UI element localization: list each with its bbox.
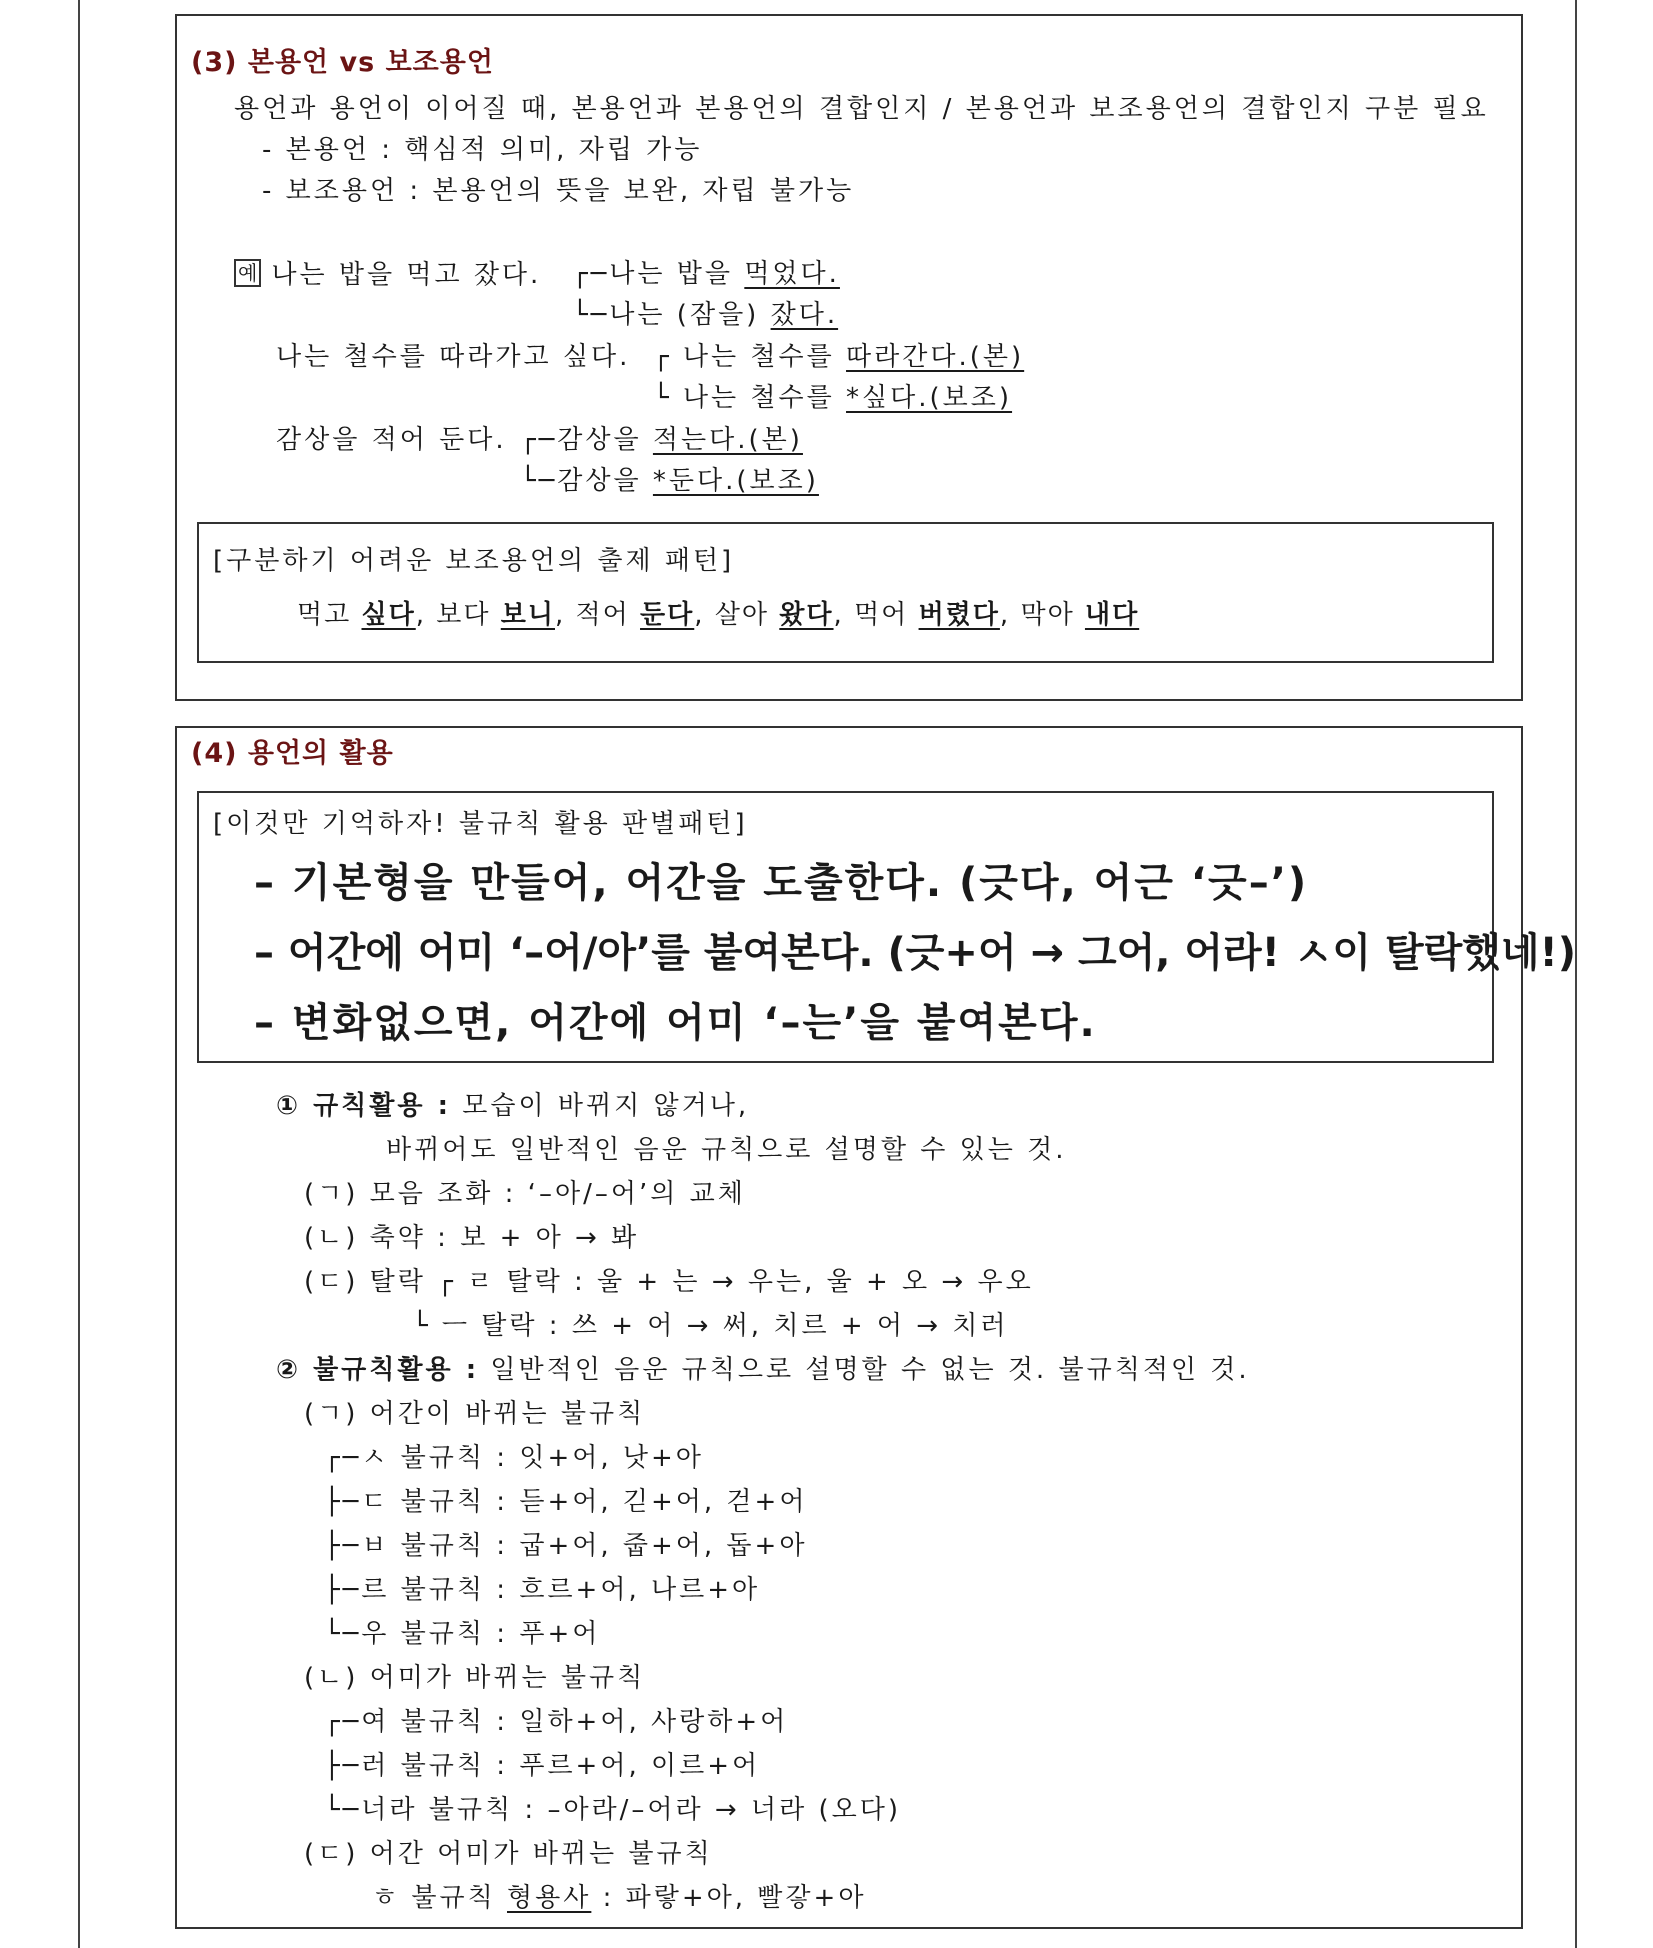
auxiliary-pattern-box	[197, 522, 1494, 663]
regular-deletion-2: └ ㅡ 탈락 : 쓰 + 어 → 써, 치르 + 어 → 치러	[412, 1311, 1009, 1341]
pattern-main-verb: 보다	[436, 600, 501, 630]
ending-item-2: ├─러 불규칙 : 푸르+어, 이르+어	[324, 1751, 761, 1781]
page-left-rule	[78, 0, 80, 1948]
example-3-sentence: 감상을 적어 둔다.	[276, 425, 507, 455]
stem-item-4: ├─르 불규칙 : 흐르+어, 나르+아	[324, 1575, 761, 1605]
definition-auxiliary-verb: - 보조용언 : 본용언의 뜻을 보완, 자립 불가능	[262, 176, 855, 206]
example-2-sentence: 나는 철수를 따라가고 싶다.	[276, 342, 631, 372]
pattern-auxiliary-verb: 내다	[1084, 600, 1140, 630]
definition-main-verb: - 본용언 : 핵심적 의미, 자립 가능	[262, 135, 703, 165]
regular-vowel-harmony: (ㄱ) 모음 조화 : ‘–아/–어’의 교체	[304, 1179, 746, 1209]
example-3-branch-1: ┌─감상을 적는다.(본)	[520, 425, 803, 455]
ending-item-3: └─너라 불규칙 : –아라/–어라 → 너라 (오다)	[324, 1795, 901, 1825]
irregular-label: ② 불규칙활용 :	[276, 1355, 480, 1385]
pattern-auxiliary-verb: 보니	[500, 600, 555, 630]
pattern-auxiliary-verb: 왔다	[779, 600, 834, 630]
section3-title: (3) 본용언 vs 보조용언	[191, 47, 494, 78]
regular-contraction: (ㄴ) 축약 : 보 + 아 → 봐	[304, 1223, 640, 1253]
stem-item-5: └─우 불규칙 : 푸+어	[324, 1619, 601, 1649]
pattern-main-verb: 먹고	[297, 600, 362, 630]
stem-item-3: ├─ㅂ 불규칙 : 굽+어, 줍+어, 돕+아	[324, 1531, 808, 1561]
regular-desc-2: 바뀌어도 일반적인 음운 규칙으로 설명할 수 있는 것.	[386, 1135, 1067, 1165]
stem-item-2: ├─ㄷ 불규칙 : 듣+어, 긷+어, 걷+어	[324, 1487, 808, 1517]
pattern-main-verb: 먹어	[854, 600, 919, 630]
irregular-pattern-box	[197, 791, 1577, 1063]
example-2-branch-1: ┌ 나는 철수를 따라간다.(본)	[653, 342, 1025, 372]
example-1-branch-1: ┌─나는 밥을 먹었다.	[572, 259, 840, 289]
section3-intro: 용언과 용언이 이어질 때, 본용언과 본용언의 결합인지 / 본용언과 보조용언의 결합인지 구분 필요	[234, 94, 1489, 124]
both-item: ㅎ 불규칙 형용사 : 파랗+아, 빨갛+아	[372, 1883, 867, 1913]
example-badge: 예	[234, 259, 261, 287]
example-2-branch-2: └ 나는 철수를 *싶다.(보조)	[653, 383, 1013, 413]
example-1-sentence: 예 나는 밥을 먹고 잤다.	[234, 259, 541, 291]
example-1-branch-2: └─나는 (잠을) 잤다.	[572, 300, 839, 330]
ending-item-1: ┌─여 불규칙 : 일하+어, 사랑하+어	[324, 1707, 789, 1737]
pattern-main-verb: 살아	[714, 600, 780, 630]
section-main-vs-auxiliary	[175, 14, 1523, 701]
pattern-main-verb: 막아	[1020, 600, 1085, 630]
irregular-step-2: – 어간에 어미 ‘–어/아’를 붙여본다. (긋+어 → 그어, 어라! ㅅ이 탈락했네!)	[254, 930, 1577, 976]
pattern-list: 먹고 싶다, 보다 보니, 적어 둔다, 살아 왔다, 먹어 버렸다, 막아 내다	[297, 600, 1140, 630]
pattern-auxiliary-verb: 버렸다	[918, 600, 1000, 630]
irregular-step-1: – 기본형을 만들어, 어간을 도출한다. (긋다, 어근 ‘긋–’)	[254, 860, 1309, 906]
section4-title: (4) 용언의 활용	[191, 738, 394, 769]
irregular-box-title: [이것만 기억하자! 불규칙 활용 판별패턴]	[213, 809, 748, 839]
pattern-auxiliary-verb: 싶다	[361, 600, 416, 630]
pattern-box-title: [구분하기 어려운 보조용언의 출제 패턴]	[213, 546, 735, 576]
stem-item-1: ┌─ㅅ 불규칙 : 잇+어, 낫+아	[324, 1443, 704, 1473]
example-3-branch-2: └─감상을 *둔다.(보조)	[520, 466, 819, 496]
irregular-conjugation: ② 불규칙활용 : 일반적인 음운 규칙으로 설명할 수 없는 것. 불규칙적인 것.	[276, 1355, 1250, 1385]
section-conjugation	[175, 726, 1577, 1929]
regular-conjugation: ① 규칙활용 : 모습이 바뀌지 않거나,	[276, 1091, 750, 1121]
pattern-auxiliary-verb: 둔다	[640, 600, 695, 630]
regular-label: ① 규칙활용 :	[276, 1091, 451, 1121]
stem-change-heading: (ㄱ) 어간이 바뀌는 불규칙	[304, 1399, 646, 1429]
irregular-step-3: – 변화없으면, 어간에 어미 ‘–는’을 붙여본다.	[254, 1000, 1097, 1046]
pattern-main-verb: 적어	[575, 600, 641, 630]
ending-change-heading: (ㄴ) 어미가 바뀌는 불규칙	[304, 1663, 646, 1693]
both-change-heading: (ㄷ) 어간 어미가 바뀌는 불규칙	[304, 1839, 713, 1869]
regular-deletion-1: (ㄷ) 탈락 ┌ ㄹ 탈락 : 울 + 는 → 우는, 울 + 오 → 우오	[304, 1267, 1034, 1297]
